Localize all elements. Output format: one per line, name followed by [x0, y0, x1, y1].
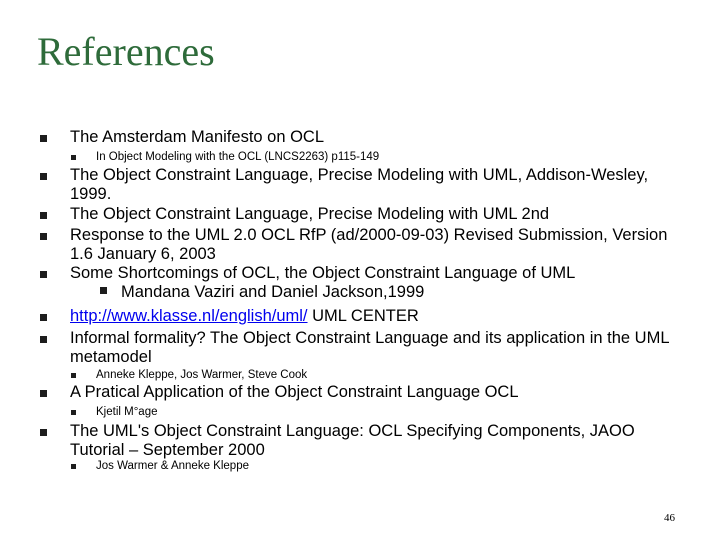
reference-text: A Pratical Application of the Object Constraint Language OCL — [70, 383, 519, 401]
page-number: 46 — [664, 512, 675, 524]
reference-authors: Mandana Vaziri and Daniel Jackson,1999 — [121, 283, 425, 301]
square-bullet-icon — [40, 135, 47, 142]
square-bullet-icon — [40, 390, 47, 397]
reference-text: Informal formality? The Object Constraint Language and its application in the UML metamodel — [70, 329, 669, 366]
square-bullet-icon — [100, 287, 107, 294]
reference-text — [70, 307, 670, 326]
square-bullet-icon — [71, 464, 76, 469]
klasse-link[interactable]: http://www.klasse.nl/english/uml/ — [70, 307, 308, 325]
square-bullet-icon — [71, 410, 76, 415]
reference-text: The Object Constraint Language, Precise Modeling with UML 2nd — [70, 205, 550, 223]
reference-text: The UML's Object Constraint Language: OCL Specifying Components, JAOO Tutorial – September 2000 — [70, 422, 635, 459]
reference-subtext: Anneke Kleppe, Jos Warmer, Steve Cook — [96, 369, 308, 381]
reference-text — [70, 264, 670, 302]
square-bullet-icon — [40, 271, 47, 278]
square-bullet-icon — [40, 314, 47, 321]
slide-title: References — [37, 29, 215, 74]
square-bullet-icon — [40, 233, 47, 240]
reference-subtext: Jos Warmer & Anneke Kleppe — [96, 460, 249, 472]
square-bullet-icon — [40, 212, 47, 219]
square-bullet-icon — [40, 336, 47, 343]
reference-text: The Amsterdam Manifesto on OCL — [70, 128, 325, 146]
reference-text: Response to the UML 2.0 OCL RfP (ad/2000-09-03) Revised Submission, Version 1.6 January 6, 2003 — [70, 226, 668, 263]
reference-subtext: In Object Modeling with the OCL (LNCS2263) p115-149 — [96, 151, 380, 163]
link-suffix: UML CENTER — [307, 307, 419, 325]
square-bullet-icon — [71, 373, 76, 378]
square-bullet-icon — [71, 155, 76, 160]
square-bullet-icon — [40, 173, 47, 180]
square-bullet-icon — [40, 429, 47, 436]
reference-title: Some Shortcomings of OCL, the Object Constraint Language of UML — [70, 264, 576, 282]
reference-subtext: Kjetil M°age — [96, 406, 158, 418]
reference-text: The Object Constraint Language, Precise Modeling with UML, Addison-Wesley, 1999. — [70, 166, 649, 203]
